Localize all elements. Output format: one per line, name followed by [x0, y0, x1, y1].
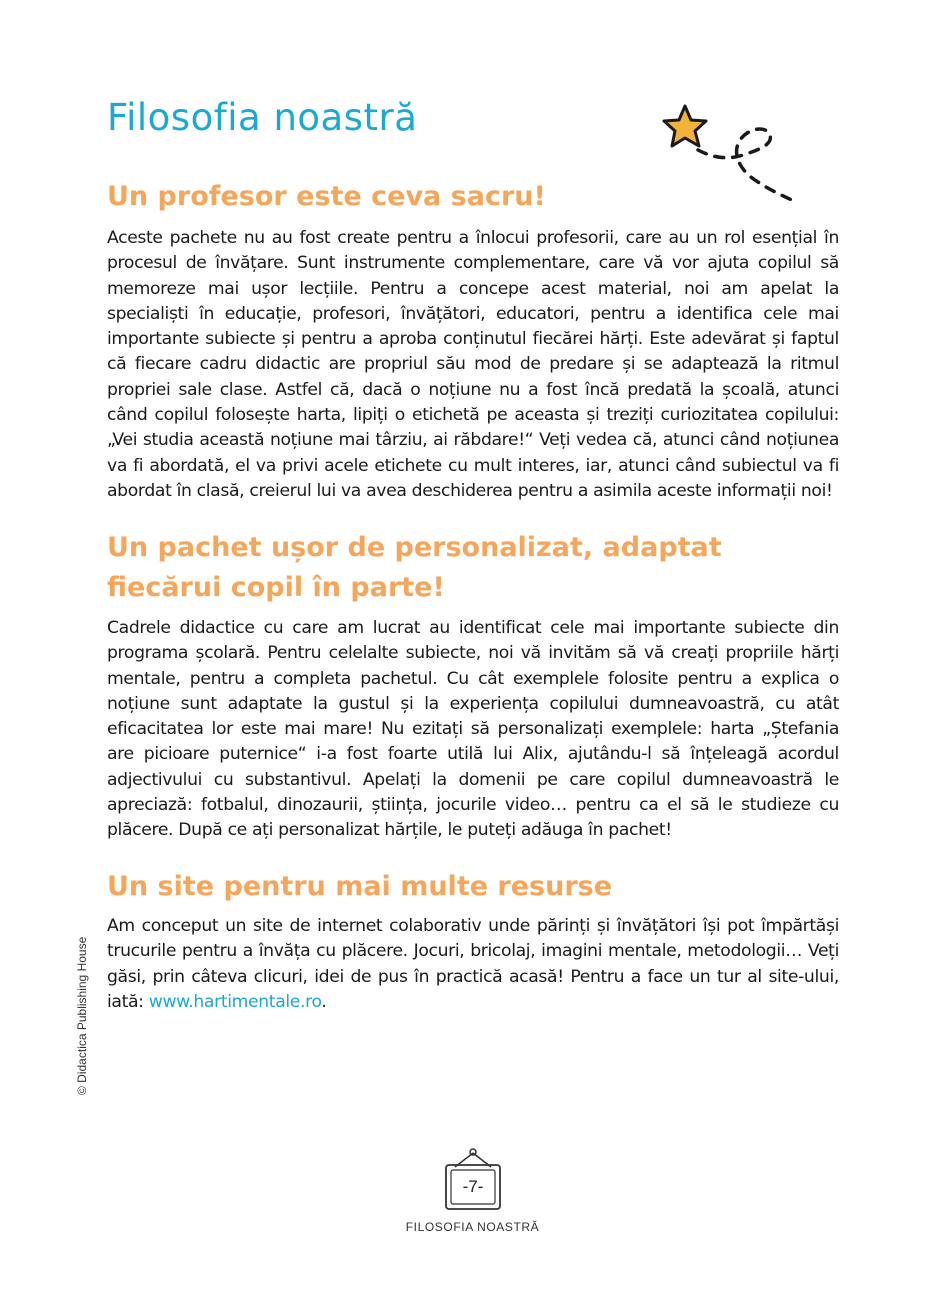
page-title: Filosofia noastră: [107, 96, 418, 139]
copyright-notice: © Didactica Publishing House: [75, 936, 89, 1095]
page-number: -7-: [462, 1177, 484, 1196]
section-body-3: [107, 914, 839, 1015]
section-heading-3: Un site pentru mai multe resurse: [107, 871, 613, 902]
footer-label: FILOSOFIA NOASTRĂ: [405, 1220, 540, 1234]
section-heading-2: Un pachet ușor de personalizat, adaptat fiecărui copil în parte!: [107, 532, 722, 603]
website-link[interactable]: www.hartimentale.ro: [148, 991, 322, 1012]
section-body-3-text: Am conceput un site de internet colaborativ unde părinți și învățători își pot împărtăși trucurile pentru a învăța cu plăcere. Jocuri, bricolaj, imagini mentale, metodologii… Veți găsi, prin câteva clicuri, idei de pus în practică acasă! Pentru a face un tur al site-ului, iată:: [107, 916, 839, 1012]
link-suffix: .: [321, 991, 327, 1012]
section-body-1: Aceste pachete nu au fost create pentru a înlocui profesorii, care au un rol esențial în procesul de învățare. Sunt instrumente complementare, care vă vor ajuta copilul să memoreze mai ușor lecțiile. Pentru a concepe acest material, noi am apelat la specialiști în educație, profesori, învățători, educatori, pentru a identifica cele mai importante subiecte și pentru a aproba conținutul fiecărei hărți. Este adevărat și faptul că fiecare cadru didactic are propriul său mod de predare și se adaptează la ritmul propriei sale clase. Astfel că, dacă o noțiune nu a fost încă predată la școală, atunci când copilul folosește harta, lipiți o etichetă pe aceasta și treziți curiozitatea copilului: „Vei studia această noțiune mai târziu, ai răbdare!“ Veți vedea că, atunci când noțiunea va fi abordată, el va privi acele etichete cu mult interes, iar, atunci când subiectul va fi abordat în clasă, creierul lui va avea deschiderea pentru a asimila aceste informații noi!: [107, 228, 839, 501]
section-heading-1: Un profesor este ceva sacru!: [107, 181, 546, 212]
section-body-2: Cadrele didactice cu care am lucrat au identificat cele mai importante subiecte din programa școlară. Pentru celelalte subiecte, noi vă invităm să vă creați propriile hărți mentale, pentru a completa pachetul. Cu cât exemplele folosite pentru a explica o noțiune sunt adaptate la gustul și la experiența copilului dumneavoastră, cu atât eficacitatea lor este mai mare! Nu ezitați să personalizați exemplele: harta „Ștefania are picioare puternice“ i-a fost foarte utilă lui Alix, ajutându-l să înțeleagă acordul adjectivului cu substantivul. Apelați la domenii pe care copilul dumneavoastră le apreciază: fotbalul, dinozaurii, știința, jocurile video… pentru ca el să le studieze cu plăcere. După ce ați personalizat hărțile, le puteți adăuga în pachet!: [107, 618, 839, 841]
